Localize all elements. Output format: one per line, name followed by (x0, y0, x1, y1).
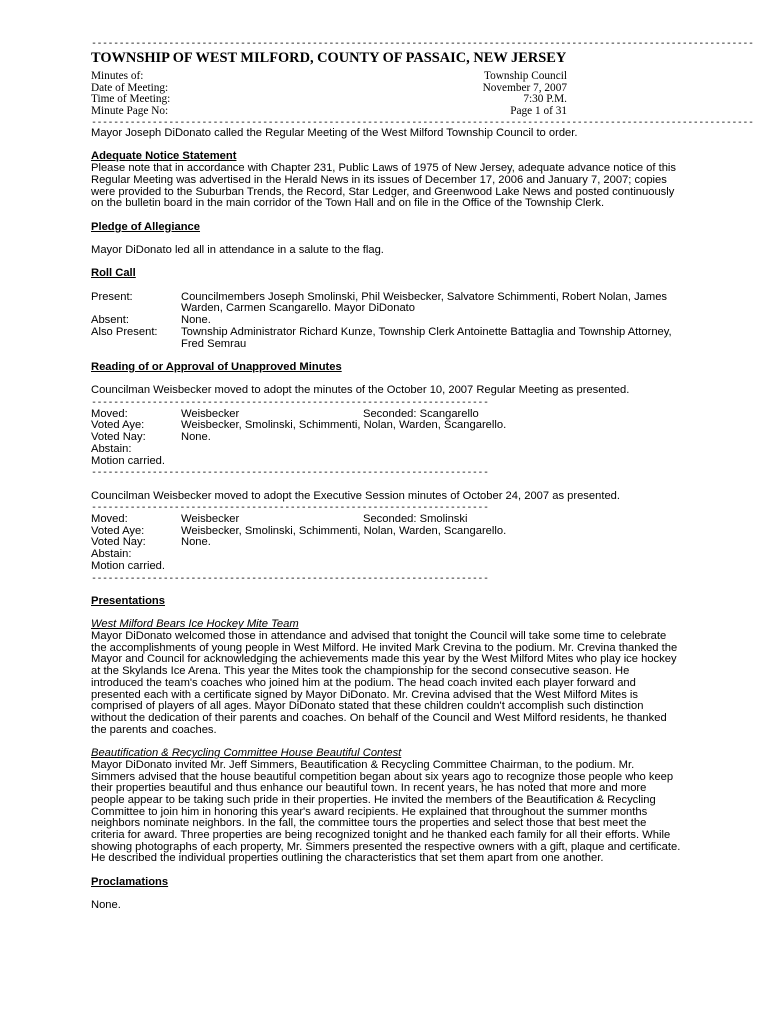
absent-value: None. (181, 314, 211, 327)
meeting-meta (91, 71, 567, 117)
presentations-heading: Presentations (91, 594, 165, 607)
voted-nay-label: Voted Nay: (91, 431, 146, 444)
document-title: TOWNSHIP OF WEST MILFORD, COUNTY OF PASSAIC, NEW JERSEY (91, 50, 567, 66)
abstain-label: Abstain: (91, 442, 132, 455)
motion-text: Councilman Weisbecker moved to adopt the Executive Session minutes of October 24, 2007 as presented. (91, 489, 621, 502)
meta-label: Date of Meeting: (91, 81, 169, 94)
also-present-value: Township Administrator Richard Kunze, Township Clerk Antoinette Battaglia and Township Attorney, Fred Semrau (181, 325, 672, 350)
pledge-body: Mayor DiDonato led all in attendance in a salute to the flag. (91, 243, 384, 256)
notice-body: Please note that in accordance with Chapter 231, Public Laws of 1975 of New Jersey, adequate advance notice of this Regular Meeting was advertised in the Herald News in its issues of December 17, 2006 and January 7, 2007; copies were provided to the Suburban Trends, the Record, Star Ledger, and Greenwood Lake News and posted continuously on the bulletin board in the main corridor of the Town Hall and on file in the Office of the Township Clerk. (91, 162, 677, 210)
opening-statement: Mayor Joseph DiDonato called the Regular Meeting of the West Milford Township Council to order. (91, 127, 578, 139)
voted-aye-label: Voted Aye: (91, 524, 145, 537)
meta-label: Time of Meeting: (91, 93, 171, 105)
present-value: Councilmembers Joseph Smolinski, Phil Weisbecker, Salvatore Schimmenti, Robert Nolan, James Warden, Carmen Scangarello. Mayor DiDonato (181, 290, 668, 315)
proclamations-heading: Proclamations (91, 875, 169, 888)
moved-value: Weisbecker (181, 407, 240, 420)
vote-record (91, 514, 681, 561)
seconded-value: Seconded: Scangarello (363, 407, 479, 420)
meta-row (91, 106, 567, 118)
minutes-heading: Reading of or Approval of Unapproved Minutes (91, 360, 342, 373)
voted-aye-value: Weisbecker, Smolinski, Schimmenti, Nolan, Warden, Scangarello. (181, 524, 507, 537)
minutes-page (91, 38, 754, 912)
roll-call-table (91, 292, 681, 351)
meta-value: Page 1 of 31 (510, 104, 567, 117)
motion-divider: ------------------------------------------------------------------------ (91, 572, 489, 584)
presentation-body: Mayor DiDonato welcomed those in attendance and advised that tonight the Council will take some time to celebrate the accomplishments of young people in West Milford. He invited Mark Crevina to the podium. Mr. Crevina thanked the Mayor and Council for acknowledging the achievements made this year by the West Milford Mites who play ice hockey at the Skylands Ice Arena. This year the Mites took the championship for the second consecutive season. He introduced the team's coaches who joined him at the podium. The head coach invited each player forward and presented each with a certificate signed by Mayor DiDonato. Mr. Crevina advised that the West Milford Mites is comprised of players of all ages. Mayor DiDonato stated that these children couldn't accomplish such distinction without the dedication of their parents and coaches. On behalf of the Council and West Milford residents, he thanked the parents and coaches. (91, 630, 678, 736)
abstain-label: Abstain: (91, 548, 132, 561)
vote-record (91, 409, 681, 456)
presentation-title: West Milford Bears Ice Hockey Mite Team (91, 618, 299, 631)
presentation-title: Beautification & Recycling Committee House Beautiful Contest (91, 747, 402, 760)
voted-aye-label: Voted Aye: (91, 419, 145, 432)
meta-value: Township Council (484, 70, 567, 82)
meta-label: Minute Page No: (91, 104, 169, 117)
pledge-heading: Pledge of Allegiance (91, 220, 201, 233)
meta-row (91, 71, 567, 83)
moved-value: Weisbecker (181, 513, 240, 526)
presentation-body: Mayor DiDonato invited Mr. Jeff Simmers, Beautification & Recycling Committee Chairman, to the podium. Mr. Simmers advised that the house beautiful competition began about six years ago to recognize those people who keep their properties beautiful and thus enhance our beautiful town. In recent years, he has noted that more and more people appear to be taking such pride in their properties. He invited the members of the Beautification & Recycling Committee to join him in honoring this year's award recipients. He explained that throughout the summer months neighbors nominate neighbors. In the fall, the committee tours the properties and select those that best meet the criteria for award. Three properties are being recognized tonight and he thanked each family for all their efforts. While showing photographs of each property, Mr. Simmers presented the respective owners with a gift, plaque and certificate. He described the individual properties outlining the characteristics that set them apart from one another. (91, 758, 681, 865)
notice-heading: Adequate Notice Statement (91, 150, 237, 163)
meta-value: November 7, 2007 (482, 81, 567, 94)
motion-text: Councilman Weisbecker moved to adopt the minutes of the October 10, 2007 Regular Meeting as presented. (91, 384, 630, 397)
meta-label: Minutes of: (91, 70, 144, 82)
divider-meta: ------------------------------------------------------------------------------------------------------------------------ (91, 117, 754, 128)
meta-row (91, 94, 567, 106)
motion-divider: ------------------------------------------------------------------------ (91, 397, 489, 409)
seconded-value: Seconded: Smolinski (363, 513, 468, 526)
moved-label: Moved: (91, 513, 128, 526)
voted-aye-value: Weisbecker, Smolinski, Schimmenti, Nolan, Warden, Scangarello. (181, 419, 507, 432)
voted-nay-label: Voted Nay: (91, 536, 146, 549)
motion-divider: ------------------------------------------------------------------------ (91, 467, 489, 479)
present-label: Present: (91, 290, 133, 303)
roll-call-heading: Roll Call (91, 267, 136, 280)
absent-label: Absent: (91, 314, 129, 327)
also-present-label: Also Present: (91, 325, 158, 338)
divider-top: ------------------------------------------------------------------------------------------------------------------------ (91, 38, 754, 49)
moved-label: Moved: (91, 407, 128, 420)
meta-value: 7:30 P.M. (523, 93, 567, 105)
motion-result: Motion carried. (91, 559, 165, 572)
motion-result: Motion carried. (91, 454, 165, 467)
voted-nay-value: None. (181, 431, 211, 444)
proclamations-body: None. (91, 899, 121, 912)
motion-divider: ------------------------------------------------------------------------ (91, 502, 489, 514)
voted-nay-value: None. (181, 536, 211, 549)
